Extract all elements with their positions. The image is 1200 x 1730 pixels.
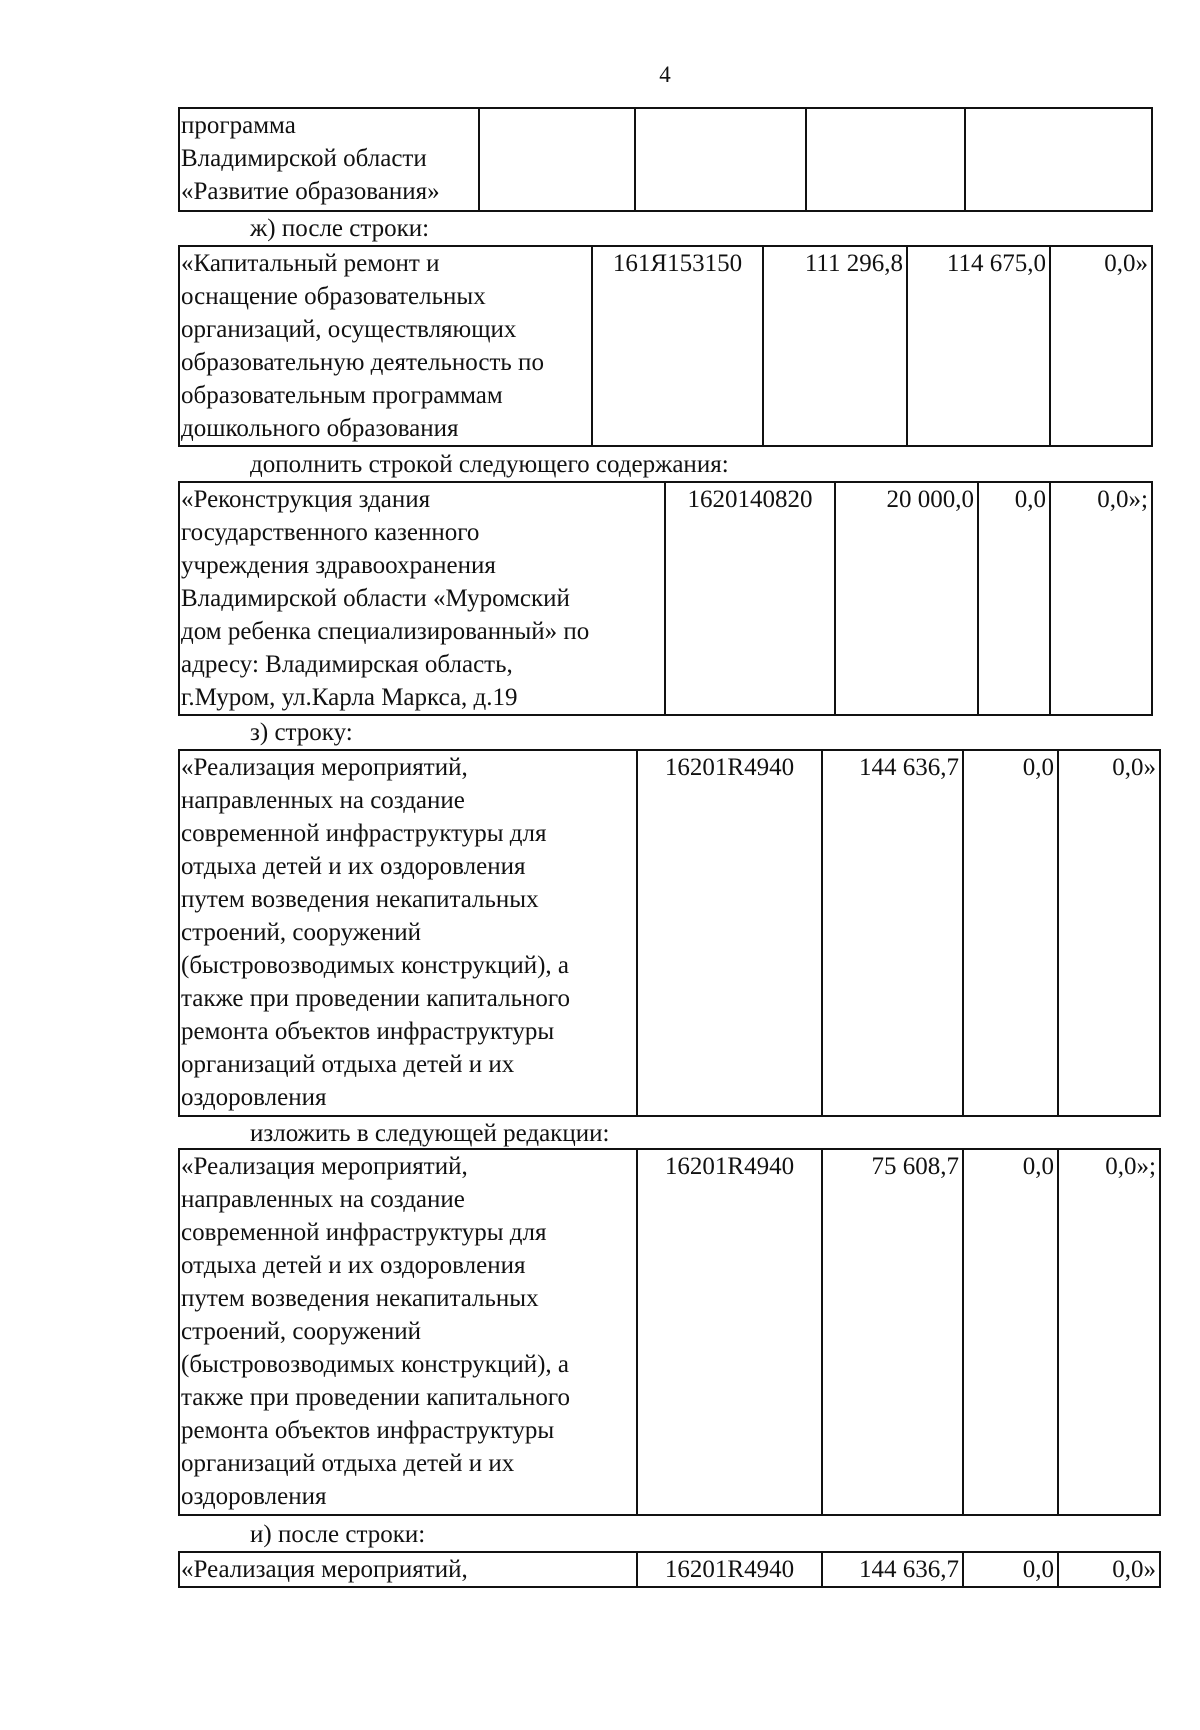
name-line: строений, сооружений <box>181 1318 421 1345</box>
name-line: оздоровления <box>181 1084 327 1111</box>
caption-after-row-zh: ж) после строки: <box>250 215 430 242</box>
table-block-program <box>178 107 1153 212</box>
empty-cell <box>479 108 635 211</box>
table-block-recreation-infrastructure-new <box>178 1148 1161 1516</box>
row-name-cell <box>179 750 637 1116</box>
name-line: «Реализация мероприятий, <box>181 754 468 781</box>
caption-after-row-i: и) после строки: <box>250 1521 426 1548</box>
name-line: государственного казенного <box>181 519 480 546</box>
row-name-cell <box>179 1149 637 1515</box>
code-cell: 1620140820 <box>665 482 835 715</box>
value-cell-3: 0,0» <box>1058 750 1160 1116</box>
name-line: организаций отдыха детей и их <box>181 1450 515 1477</box>
table-row <box>179 1149 1160 1515</box>
name-line: «Реализация мероприятий, <box>181 1153 468 1180</box>
page-number: 4 <box>659 62 671 87</box>
name-line: «Капитальный ремонт и <box>181 250 440 277</box>
table-block-reconstruction <box>178 481 1153 716</box>
table-row <box>179 1552 1160 1587</box>
name-line: оснащение образовательных <box>181 283 486 310</box>
name-line: дом ребенка специализированный» по <box>181 618 590 645</box>
value-cell-3: 0,0» <box>1058 1552 1160 1587</box>
value-cell-3: 0,0» <box>1050 246 1152 446</box>
name-line: дошкольного образования <box>181 415 459 442</box>
code-cell: 16201R4940 <box>637 1552 822 1587</box>
name-line: образовательным программам <box>181 382 503 409</box>
row-name-cell <box>179 246 592 446</box>
value-cell-2: 114 675,0 <box>907 246 1050 446</box>
name-line: ремонта объектов инфраструктуры <box>181 1018 555 1045</box>
name-line: ремонта объектов инфраструктуры <box>181 1417 555 1444</box>
name-line: «Развитие образования» <box>181 178 440 205</box>
value-cell-1: 144 636,7 <box>822 1552 963 1587</box>
value-cell-1: 20 000,0 <box>835 482 978 715</box>
row-name-cell <box>179 108 479 211</box>
name-line: отдыха детей и их оздоровления <box>181 1252 526 1279</box>
table-row <box>179 750 1160 1116</box>
name-line: современной инфраструктуры для <box>181 820 547 847</box>
name-line: современной инфраструктуры для <box>181 1219 547 1246</box>
name-line: организаций отдыха детей и их <box>181 1051 515 1078</box>
name-line: (быстровозводимых конструкций), а <box>181 1351 570 1378</box>
name-line: образовательную деятельность по <box>181 349 544 376</box>
name-line: «Реконструкция здания <box>181 486 431 513</box>
name-line: отдыха детей и их оздоровления <box>181 853 526 880</box>
table-row <box>179 246 1152 446</box>
code-cell: 161Я153150 <box>592 246 763 446</box>
code-cell: 16201R4940 <box>637 750 822 1116</box>
name-line: г.Муром, ул.Карла Маркса, д.19 <box>181 684 518 711</box>
name-line: путем возведения некапитальных <box>181 1285 539 1312</box>
name-line: «Реализация мероприятий, <box>181 1556 468 1583</box>
name-line: строений, сооружений <box>181 919 421 946</box>
empty-cell <box>965 108 1152 211</box>
value-cell-2: 0,0 <box>963 750 1058 1116</box>
name-line: (быстровозводимых конструкций), а <box>181 952 570 979</box>
name-line: оздоровления <box>181 1483 327 1510</box>
name-line: также при проведении капитального <box>181 1384 571 1411</box>
table-block-recreation-infrastructure <box>178 749 1161 1117</box>
table-block-recreation-infrastructure-short <box>178 1551 1161 1588</box>
row-name-cell <box>179 482 665 715</box>
value-cell-3: 0,0»; <box>1058 1149 1160 1515</box>
value-cell-2: 0,0 <box>978 482 1050 715</box>
caption-add-row: дополнить строкой следующего содержания: <box>250 451 729 478</box>
name-line: направленных на создание <box>181 1186 465 1213</box>
code-cell: 16201R4940 <box>637 1149 822 1515</box>
caption-row-z: з) строку: <box>250 719 353 746</box>
value-cell-2: 0,0 <box>963 1149 1058 1515</box>
value-cell-1: 75 608,7 <box>822 1149 963 1515</box>
empty-cell <box>806 108 965 211</box>
value-cell-3: 0,0»; <box>1050 482 1152 715</box>
name-line: путем возведения некапитальных <box>181 886 539 913</box>
name-line: программа <box>181 112 296 139</box>
row-name-cell <box>179 1552 637 1587</box>
name-line: Владимирской области <box>181 145 427 172</box>
caption-edit-row: изложить в следующей редакции: <box>250 1120 610 1147</box>
name-line: учреждения здравоохранения <box>181 552 496 579</box>
value-cell-1: 144 636,7 <box>822 750 963 1116</box>
empty-cell <box>635 108 806 211</box>
name-line: также при проведении капитального <box>181 985 571 1012</box>
name-line: направленных на создание <box>181 787 465 814</box>
name-line: организаций, осуществляющих <box>181 316 517 343</box>
table-block-capital-repair <box>178 245 1153 447</box>
table-row <box>179 108 1152 211</box>
value-cell-1: 111 296,8 <box>763 246 907 446</box>
value-cell-2: 0,0 <box>963 1552 1058 1587</box>
name-line: адресу: Владимирская область, <box>181 651 513 678</box>
table-row <box>179 482 1152 715</box>
name-line: Владимирской области «Муромский <box>181 585 570 612</box>
